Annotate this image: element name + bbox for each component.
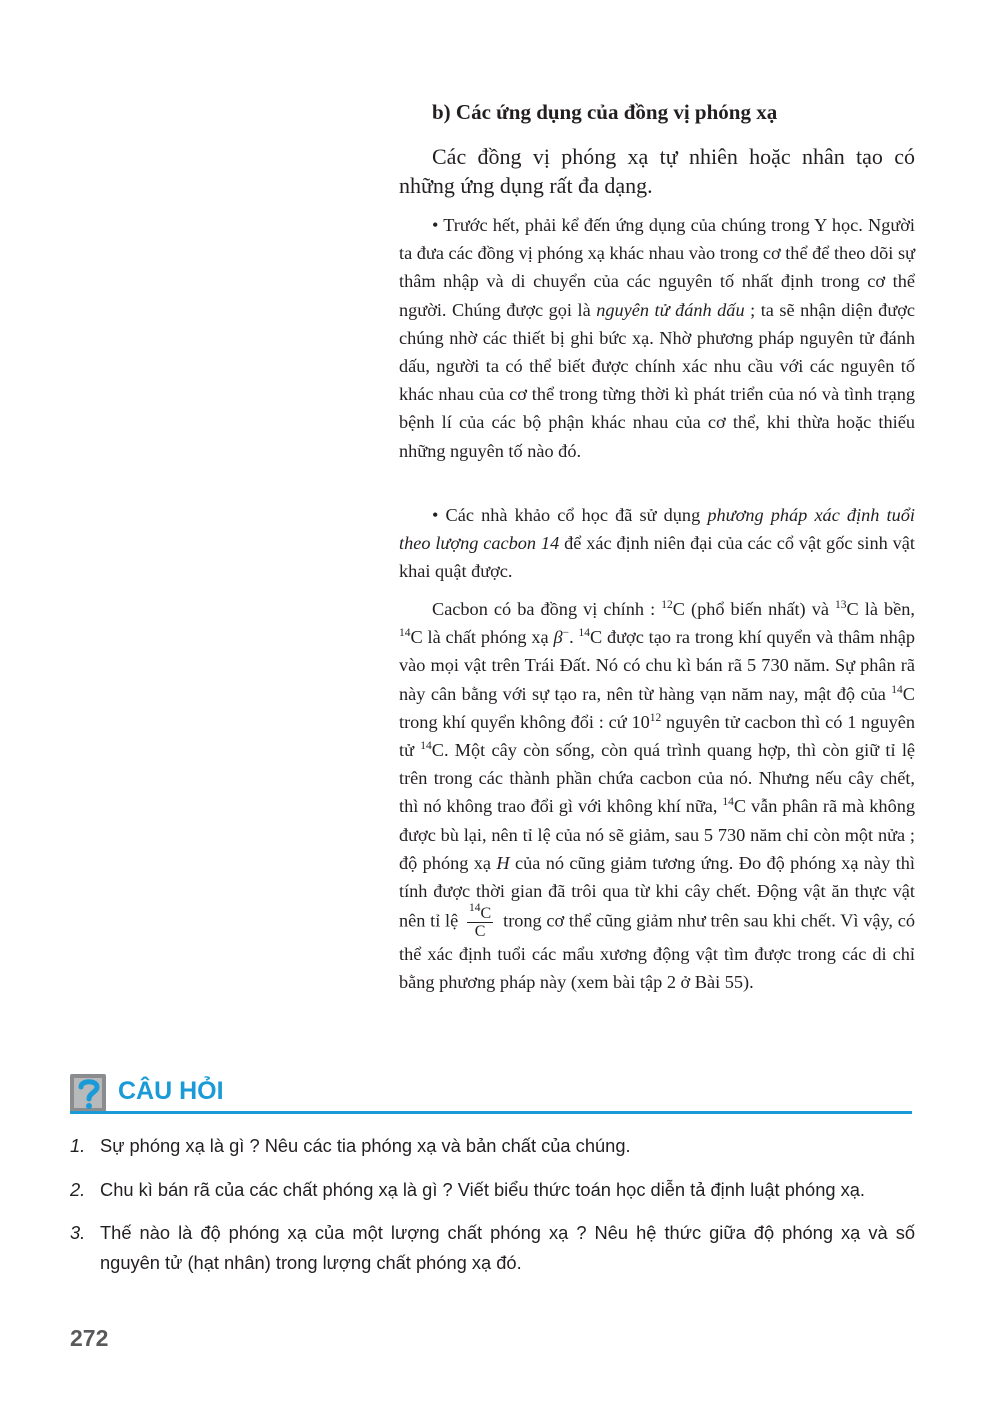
isotope-superscript: 14	[468, 902, 481, 915]
question-mark-icon	[70, 1074, 106, 1112]
beta-symbol: β	[553, 627, 563, 648]
questions-divider	[70, 1111, 912, 1114]
isotope-superscript: 13	[835, 599, 847, 611]
p3-text: của nó cũng giảm tương ứng. Đo độ phóng xạ này thì tính được thời gian đã trôi qua từ khi cây chết. Động vật ăn thực vật nên tỉ lệ	[399, 852, 915, 931]
question-text: Sự phóng xạ là gì ? Nêu các tia phóng xạ và bản chất của chúng.	[100, 1135, 631, 1156]
intro-paragraph: Các đồng vị phóng xạ tự nhiên hoặc nhân tạo có những ứng dụng rất đa dạng.	[399, 144, 915, 198]
isotope-ratio-fraction	[467, 902, 493, 941]
p3-text: C được tạo ra trong khí quyển và thâm nhập vào mọi vật trên Trái Đất. Nó có chu kì bán rã 5 730 năm. Sự phân rã này cân bằng với sự tạo ra, nên từ hàng vạn năm nay, mật độ của	[399, 627, 915, 704]
exponent-superscript: 12	[649, 711, 662, 724]
question-number: 3.	[70, 1222, 86, 1243]
question-item	[70, 1131, 915, 1161]
p1-text-b: ; ta sẽ nhận diện được chúng nhờ các thiết bị ghi bức xạ. Nhờ phương pháp nguyên tử đánh dấu, người ta có thể biết được chính xác nhu cầu với các nguyên tố khác nhau của cơ thể trong từng thời kì phát triển của nó và tình trạng bệnh lí của các bộ phận khác nhau của cơ thể, khi thừa hoặc thiếu những nguyên tố nào đó.	[399, 299, 916, 461]
p3-text: Cacbon có ba đồng vị chính :	[432, 599, 662, 619]
p1-text-a: • Trước hết, phải kể đến ứng dụng của chúng trong Y học. Người ta đưa các đồng vị phóng xạ khác nhau vào trong cơ thể để theo dõi sự thâm nhập và di chuyển của các nguyên tố nhất định trong cơ thể người. Chúng được gọi là	[399, 215, 915, 320]
isotope-superscript: 14	[578, 627, 590, 640]
question-number: 1.	[70, 1135, 86, 1156]
activity-symbol: H	[496, 852, 510, 873]
p3-text: C là chất phóng xạ	[410, 627, 554, 648]
question-item	[70, 1175, 915, 1205]
isotope-superscript: 14	[722, 796, 734, 809]
p3-text: C. Một cây còn sống, còn quá trình quang hợp, thì còn giữ tỉ lệ trên trong các thành phần chứa cacbon của nó. Nhưng nếu cây chết, thì nó không trao đổi gì với không khí nữa,	[399, 740, 916, 817]
isotope-superscript: 14	[891, 683, 903, 696]
p3-text: C (phổ biến nhất) và	[672, 599, 836, 619]
question-number: 2.	[70, 1179, 86, 1200]
medical-application-paragraph	[399, 211, 915, 465]
fraction-numerator	[467, 902, 493, 923]
questions-title: CÂU HỎI	[118, 1077, 224, 1105]
archaeology-paragraph	[399, 501, 915, 586]
isotope-superscript: 12	[661, 599, 673, 611]
carbon-dating-paragraph	[399, 595, 915, 997]
p2-text-a: • Các nhà khảo cổ học đã sử dụng	[432, 505, 708, 525]
fraction-denominator: C	[474, 923, 486, 941]
p3-text: .	[569, 627, 579, 648]
p3-text: nguyên tử cacbon thì có 1 nguyên tử	[399, 711, 915, 761]
p3-text: trong cơ thể cũng giảm như trên sau khi chết. Vì vậy, có thể xác định tuổi các mẩu xương động vật tìm được trong các di chỉ bằng phương pháp này (xem bài tập 2 ở Bài 55).	[399, 910, 915, 993]
p1-italic-term: nguyên tử đánh dấu	[596, 299, 745, 320]
numerator-text: C	[480, 905, 492, 923]
isotope-superscript: 14	[420, 740, 432, 753]
isotope-superscript: 14	[399, 627, 411, 640]
section-heading: b) Các ứng dụng của đồng vị phóng xạ	[432, 100, 778, 124]
p3-text: C là bền,	[846, 599, 915, 619]
question-item	[70, 1218, 915, 1278]
question-text: Thế nào là độ phóng xạ của một lượng chất phóng xạ ? Nêu hệ thức giữa độ phóng xạ và số nguyên tử (hạt nhân) trong lượng chất phóng xạ đó.	[100, 1222, 915, 1273]
p3-text: C vẫn phân rã mà không được bù lại, nên tỉ lệ của nó sẽ giảm, sau 5 730 năm chỉ còn một nửa ; độ phóng xạ	[399, 796, 915, 873]
p3-text: C trong khí quyển không đổi : cứ 10	[399, 683, 915, 732]
p2-italic-term: phương pháp xác định tuổi theo lượng cacbon 14	[399, 505, 915, 554]
question-text: Chu kì bán rã của các chất phóng xạ là gì ? Viết biểu thức toán học diễn tả định luật phóng xạ.	[100, 1179, 866, 1200]
beta-minus-superscript: −	[562, 627, 570, 640]
questions-header	[70, 1072, 912, 1114]
p2-text-b: để xác định niên đại của các cổ vật gốc sinh vật khai quật được.	[399, 533, 915, 582]
page-number: 272	[70, 1325, 109, 1351]
